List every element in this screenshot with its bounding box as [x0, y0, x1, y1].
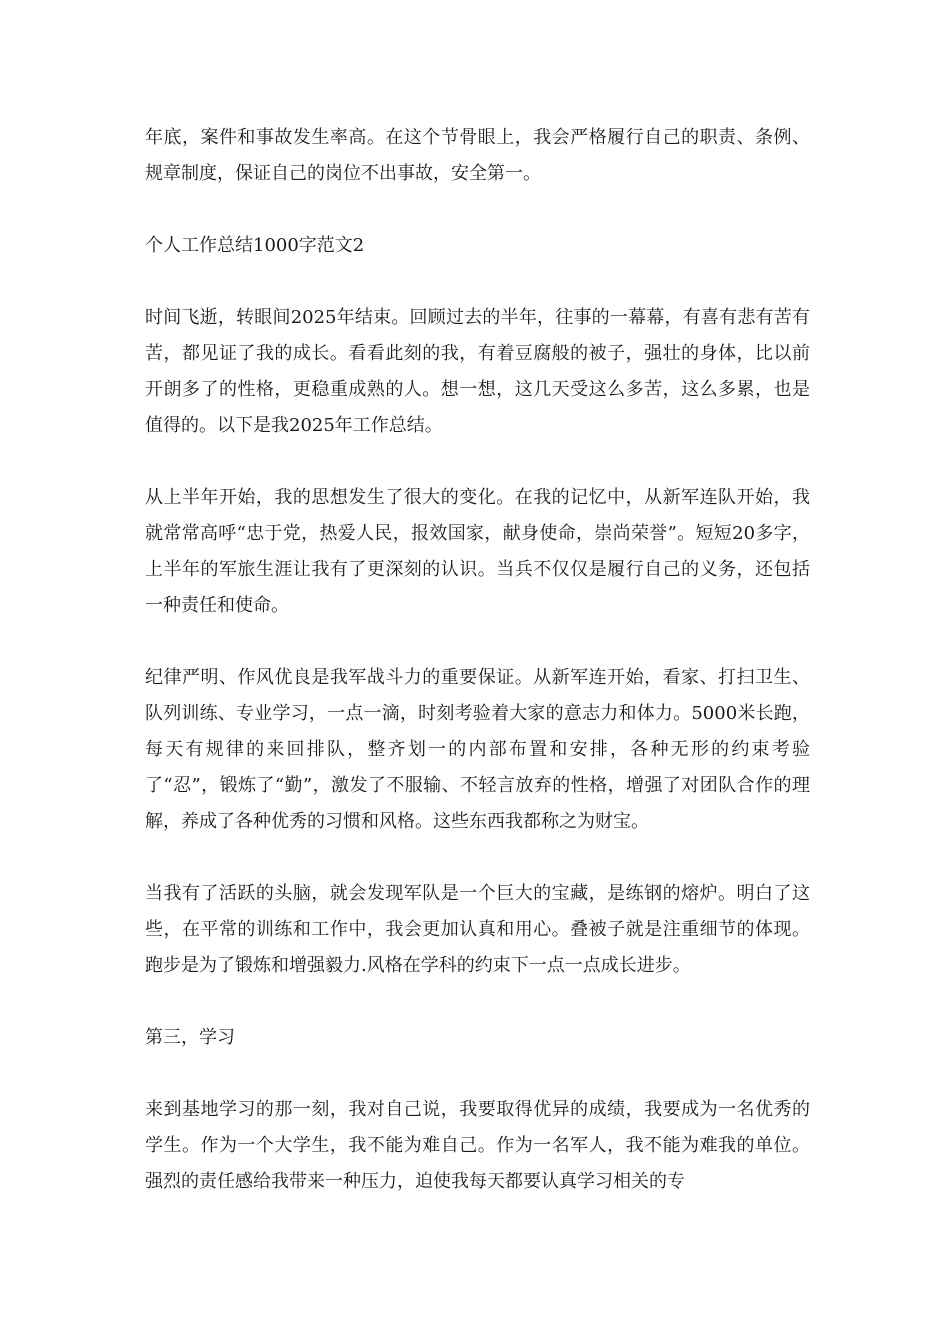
paragraph-time-flies: 时间飞逝，转眼间2025年结束。回顾过去的半年，往事的一幕幕，有喜有悲有苦有苦，都见证了我的成长。看看此刻的我，有着豆腐般的被子，强壮的身体，比以前开朗多了的性格，更稳重成熟的人。想一想，这几天受这么多苦，这么多累，也是值得的。以下是我2025年工作总结。	[145, 307, 810, 436]
paragraph-intro-continuation: 年底，案件和事故发生率高。在这个节骨眼上，我会严格履行自己的职责、条例、规章制度，保证自己的岗位不出事故，安全第一。	[145, 127, 810, 184]
document-body	[145, 120, 810, 1236]
paragraph-discipline: 纪律严明、作风优良是我军战斗力的重要保证。从新军连开始，看家、打扫卫生、队列训练、专业学习，一点一滴，时刻考验着大家的意志力和体力。5000米长跑，每天有规律的来回排队，整齐划一的内部布置和安排，各种无形的约束考验了“忍”，锻炼了“勤”，激发了不服输、不轻言放弃的性格，增强了对团队合作的理解，养成了各种优秀的习惯和风格。这些东西我都称之为财宝。	[145, 667, 810, 832]
section-heading-third-study: 第三，学习	[145, 1027, 235, 1048]
paragraph-active-mind: 当我有了活跃的头脑，就会发现军队是一个巨大的宝藏，是练钢的熔炉。明白了这些，在平常的训练和工作中，我会更加认真和用心。叠被子就是注重细节的体现。跑步是为了锻炼和增强毅力.风格在学科的约束下一点一点成长进步。	[145, 883, 810, 976]
paragraph-study-at-base: 来到基地学习的那一刻，我对自己说，我要取得优异的成绩，我要成为一名优秀的学生。作为一个大学生，我不能为难自己。作为一名军人，我不能为难我的单位。强烈的责任感给我带来一种压力，迫使我每天都要认真学习相关的专	[145, 1099, 810, 1192]
section-heading-sample-2: 个人工作总结1000字范文2	[145, 235, 365, 256]
paragraph-first-half-year: 从上半年开始，我的思想发生了很大的变化。在我的记忆中，从新军连队开始，我就常常高呼“忠于党，热爱人民，报效国家，献身使命，崇尚荣誉”。短短20多字，上半年的军旅生涯让我有了更深刻的认识。当兵不仅仅是履行自己的义务，还包括一种责任和使命。	[145, 487, 810, 616]
